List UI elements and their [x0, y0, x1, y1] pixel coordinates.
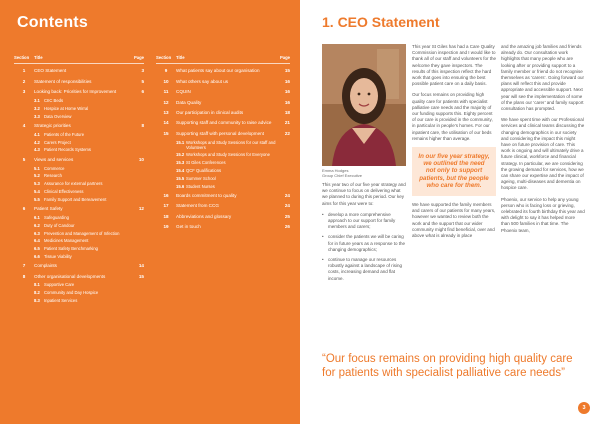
- entry-page: 8: [141, 122, 144, 128]
- subentry-title: Carers Project: [44, 139, 71, 145]
- entry-page: 24: [284, 203, 290, 209]
- subentry-number: 5.4: [34, 188, 40, 194]
- subentry-title: QCF Qualifications: [186, 167, 222, 173]
- subentry-title: Duty of Candour: [44, 222, 75, 228]
- ceo-photo: [322, 44, 406, 166]
- ceo-text-column-1: [322, 182, 406, 286]
- entry-title: Abbreviations and glossary: [176, 213, 232, 219]
- subentry-title: Patients of the Future: [44, 131, 85, 137]
- entry-number: 4: [22, 122, 26, 128]
- contents-subentry[interactable]: [14, 166, 144, 171]
- header-section: Section: [14, 55, 30, 60]
- contents-subentry[interactable]: [14, 197, 144, 202]
- contents-subentry[interactable]: [14, 231, 144, 236]
- entry-page: 14: [138, 263, 144, 269]
- entry-page: 24: [284, 192, 290, 198]
- subentry-title: Clinical Effectiveness: [44, 188, 84, 194]
- entry-title: Strategic priorities: [34, 122, 71, 128]
- entry-number: 14: [163, 120, 169, 126]
- contents-subentry[interactable]: [14, 114, 144, 119]
- entry-number: 10: [163, 78, 169, 84]
- subentry-number: 6.3: [34, 230, 40, 236]
- entry-title: Statement from CCG: [176, 203, 219, 209]
- entry-title: Get in touch: [176, 224, 201, 230]
- subentry-number: 4.1: [34, 131, 40, 137]
- contents-entry[interactable]: [156, 100, 290, 106]
- subentry-number: 5.3: [34, 181, 40, 187]
- contents-subentry[interactable]: [14, 106, 144, 111]
- subentry-title: Commerce: [44, 165, 65, 171]
- contents-subentry[interactable]: [156, 184, 290, 189]
- subentry-title: Prevention and Management of Infection: [44, 230, 120, 236]
- entry-page: 18: [284, 109, 290, 115]
- subentry-number: 4.3: [34, 147, 40, 153]
- contents-subentry[interactable]: [14, 140, 144, 145]
- entry-title: Statement of responsibilities: [34, 78, 92, 84]
- entry-number: 2: [22, 78, 26, 84]
- caption-role: Group Chief Executive: [322, 173, 363, 178]
- entry-page: 15: [284, 68, 290, 74]
- entry-number: 3: [22, 89, 26, 95]
- entry-page: 21: [284, 120, 290, 126]
- subentry-title: Supportive Care: [44, 282, 75, 288]
- ceo-page: [300, 0, 600, 424]
- subentry-title: Inpatient Services: [44, 298, 78, 304]
- contents-subentry[interactable]: [14, 298, 144, 303]
- header-page: Page: [279, 55, 290, 60]
- photo-caption: [322, 168, 362, 178]
- contents-entry[interactable]: [156, 193, 290, 199]
- contents-subentry[interactable]: [156, 140, 290, 150]
- contents-subentry[interactable]: [14, 282, 144, 287]
- entry-number: 1: [22, 68, 26, 74]
- entry-number: 15: [163, 130, 169, 136]
- contents-entry[interactable]: [14, 206, 144, 212]
- entry-number: 7: [22, 263, 26, 269]
- subentry-number: 5.1: [34, 165, 40, 171]
- subentry-number: 3.2: [34, 105, 40, 111]
- entry-number: 19: [163, 224, 169, 230]
- entry-number: 6: [22, 206, 26, 212]
- contents-entry[interactable]: [156, 214, 290, 220]
- subentry-number: 15.4: [176, 167, 185, 173]
- contents-entry[interactable]: [156, 224, 290, 230]
- header-title: Title: [34, 55, 43, 60]
- contents-entry[interactable]: [14, 89, 144, 95]
- paragraph: We have supported the family members and carers of our patients for many years, however we wanted to review both the work and the support that our wider community might find beneficial, over and above what is already in place: [412, 202, 496, 239]
- subentry-title: Workshops and Study Sessions for our staff and Volunteers: [186, 139, 276, 150]
- entry-title: Our participation in clinical audits: [176, 109, 244, 115]
- entry-number: 5: [22, 156, 26, 162]
- subentry-number: 6.1: [34, 214, 40, 220]
- subentry-title: Workshops and Study Sessions for Everyone: [186, 152, 270, 158]
- contents-column-left: [14, 55, 144, 303]
- entry-page: 3: [141, 68, 144, 74]
- entry-page: 25: [284, 213, 290, 219]
- subentry-title: Patient Safety Benchmarking: [44, 246, 99, 252]
- subentry-number: 8.1: [34, 282, 40, 288]
- contents-subentry[interactable]: [156, 168, 290, 173]
- portrait-image: [322, 44, 406, 166]
- subentry-title: Hospice at Home Wirral: [44, 105, 89, 111]
- caption-name: Emma Hodges: [322, 168, 349, 173]
- page-number-badge: 3: [578, 402, 590, 414]
- subentry-title: Medicines Management: [44, 238, 89, 244]
- intro-paragraph: This year two of our five year strategy and we continue to focus on delivering what we planned to during this period. Our key aims for this year were to:: [322, 182, 406, 206]
- entry-number: 16: [163, 192, 169, 198]
- subentry-title: Tissue Viability: [44, 253, 72, 259]
- subentry-title: Safeguarding: [44, 214, 69, 220]
- entry-number: 12: [163, 99, 169, 105]
- entry-number: 8: [22, 273, 26, 279]
- subentry-number: 15.1: [176, 139, 185, 145]
- entry-title: Looking back: Priorities for Improvement: [34, 89, 117, 95]
- entry-number: 9: [164, 68, 168, 74]
- contents-subentry[interactable]: [14, 147, 144, 152]
- contents-column-right: [156, 55, 290, 230]
- subentry-number: 4.2: [34, 139, 40, 145]
- contents-header: [14, 55, 144, 64]
- contents-subentry[interactable]: [14, 223, 144, 228]
- aims-list: [322, 212, 406, 282]
- subentry-title: Community and Day Hospice: [44, 290, 99, 296]
- contents-entry[interactable]: [14, 68, 144, 74]
- entry-title: Complaints: [34, 263, 57, 269]
- subentry-number: 6.6: [34, 253, 40, 259]
- subentry-title: Summer School: [186, 175, 216, 181]
- header-title: Title: [176, 55, 185, 60]
- subentry-title: Data Overview: [44, 113, 72, 119]
- contents-entry[interactable]: [14, 263, 144, 269]
- contents-entry[interactable]: [156, 79, 290, 85]
- paragraph: This year St Giles has had a Care Quality Commission inspection and I would like to thank all of our staff and volunteers for the welcome they gave inspectors. The results of this inspection reflect the hard work that goes into ensuring the best possible patient care on a daily basis.: [412, 44, 496, 87]
- entry-title: Supporting staff and community to raise advice: [176, 120, 272, 126]
- subentry-number: 5.2: [34, 173, 40, 179]
- subentry-number: 3.3: [34, 113, 40, 119]
- paragraph: and the amazing job families and friends already do. Our consultation work highlights that many people who are looking after or providing support to a family member or friend do not recognise themselves as ‘carers’. Going forward our plans will reflect this and provide appropriate and accessible support. Next year will see the implementation of some of the plans our ‘carer’ and family support consultation has prompted.: [501, 44, 585, 112]
- entry-title: CEO Statement: [34, 68, 67, 74]
- subentry-number: 6.4: [34, 238, 40, 244]
- entry-page: 22: [284, 130, 290, 136]
- contents-subentry[interactable]: [156, 176, 290, 181]
- subentry-title: Patient Records Systems: [44, 147, 92, 153]
- subentry-title: St Giles Conferences: [186, 160, 226, 166]
- entry-title: Views and services: [34, 156, 74, 162]
- contents-entry[interactable]: [156, 203, 290, 209]
- entry-number: 11: [163, 89, 169, 95]
- subentry-title: Student Nurses: [186, 183, 215, 189]
- entry-page: 12: [138, 206, 144, 212]
- aims-list-item: • continue to manage our resources robustly against a landscape of rising costs, increasing demand and flat income.: [322, 257, 406, 282]
- subentry-number: 5.5: [34, 196, 40, 202]
- subentry-number: 8.3: [34, 298, 40, 304]
- contents-subentry[interactable]: [14, 181, 144, 186]
- contents-header: [156, 55, 290, 64]
- contents-entry[interactable]: [156, 89, 290, 95]
- subentry-title: Research: [44, 173, 62, 179]
- subentry-number: 3.1: [34, 97, 40, 103]
- contents-subentry[interactable]: [14, 189, 144, 194]
- paragraph: Our focus remains on providing high quality care for patients with specialist palliative care needs and the majority of our funding supports this. Eighty percent of our care is provided in the community, in particular in people’s homes. For our inpatient care, the utilisation of our beds remains higher than average.: [412, 92, 493, 141]
- entry-page: 26: [284, 224, 290, 230]
- contents-subentry[interactable]: [156, 152, 290, 157]
- pull-quote: “Our focus remains on providing high quality care for patients with specialist palliative care needs”: [322, 353, 573, 379]
- contents-entry[interactable]: [14, 123, 144, 129]
- entry-page: 5: [141, 78, 144, 84]
- contents-entry[interactable]: [14, 274, 144, 280]
- entry-number: 17: [163, 203, 169, 209]
- entry-page: 15: [138, 273, 144, 279]
- contents-subentry[interactable]: [14, 254, 144, 259]
- header-section: Section: [156, 55, 172, 60]
- header-page: Page: [133, 55, 144, 60]
- contents-subentry[interactable]: [14, 173, 144, 178]
- subentry-title: CIIC Beds: [44, 97, 64, 103]
- contents-subentry[interactable]: [156, 160, 290, 165]
- contents-title: Contents: [17, 14, 88, 31]
- ceo-title: 1. CEO Statement: [322, 14, 440, 30]
- callout-box: [412, 147, 496, 196]
- contents-entry[interactable]: [14, 157, 144, 163]
- paragraph: We have spent time with our Professional services and clinical teams discussing the changing demographics in our society and considering the impact this might have on future provision of care. This work is ongoing and will ultimately drive a future clinical, workforce and financial strategy. In particular, we are considering the growing demand for services, how we can share our expertise and the impact of ageing, multi-diseases and dementia on hospice care.: [501, 117, 585, 191]
- contents-entry[interactable]: [156, 120, 290, 126]
- contents-subentry[interactable]: [14, 238, 144, 243]
- entry-title: What patients say about our organisation: [176, 68, 260, 74]
- contents-entry[interactable]: [156, 131, 290, 137]
- entry-title: Supporting staff with personal development: [176, 130, 265, 136]
- entry-title: Boards commitment to quality: [176, 192, 237, 198]
- entry-title: Patient Safety: [34, 206, 63, 212]
- callout-text: In our five year strategy, we outlined the need not only to support patients, but the people who care for them.: [418, 153, 490, 189]
- paragraph: Phoenix, our service to help any young person who is facing loss or grieving, celebrated its fourth birthday this year and with delight to say it has helped more than 500 families in that time. The Phoenix team,: [501, 196, 585, 233]
- entry-number: 18: [163, 213, 169, 219]
- subentry-number: 8.2: [34, 290, 40, 296]
- entry-page: 10: [138, 156, 144, 162]
- subentry-number: 6.5: [34, 246, 40, 252]
- entry-title: Other organisational developments: [34, 273, 106, 279]
- aims-list-item: • consider the patients we will be caring for in future years as a response to the changing demographics;: [322, 234, 406, 253]
- entry-page: 16: [284, 89, 290, 95]
- entry-title: What others say about us: [176, 78, 229, 84]
- entry-page: 16: [284, 78, 290, 84]
- ceo-text-column-3: [501, 44, 585, 239]
- contents-entry[interactable]: [14, 79, 144, 85]
- aims-list-item: • develop a more comprehensive approach to our support for family members and carers;: [322, 212, 406, 231]
- entry-page: 16: [284, 99, 290, 105]
- entry-title: CQUIN: [176, 89, 191, 95]
- contents-subentry[interactable]: [14, 290, 144, 295]
- subentry-number: 15.3: [176, 160, 185, 166]
- ceo-text-column-2: [412, 44, 496, 244]
- contents-subentry[interactable]: [14, 132, 144, 137]
- subentry-title: Family Support and Bereavement: [44, 196, 107, 202]
- subentry-number: 15.6: [176, 183, 185, 189]
- contents-subentry[interactable]: [14, 98, 144, 103]
- entry-page: 6: [141, 89, 144, 95]
- contents-subentry[interactable]: [14, 246, 144, 251]
- contents-entry[interactable]: [156, 110, 290, 116]
- entry-title: Data Quality: [176, 99, 202, 105]
- subentry-title: Assurance for external partners: [44, 181, 103, 187]
- contents-subentry[interactable]: [14, 215, 144, 220]
- contents-entry[interactable]: [156, 68, 290, 74]
- subentry-number: 15.5: [176, 175, 185, 181]
- subentry-number: 6.2: [34, 222, 40, 228]
- subentry-number: 15.2: [176, 152, 185, 158]
- entry-number: 13: [163, 109, 169, 115]
